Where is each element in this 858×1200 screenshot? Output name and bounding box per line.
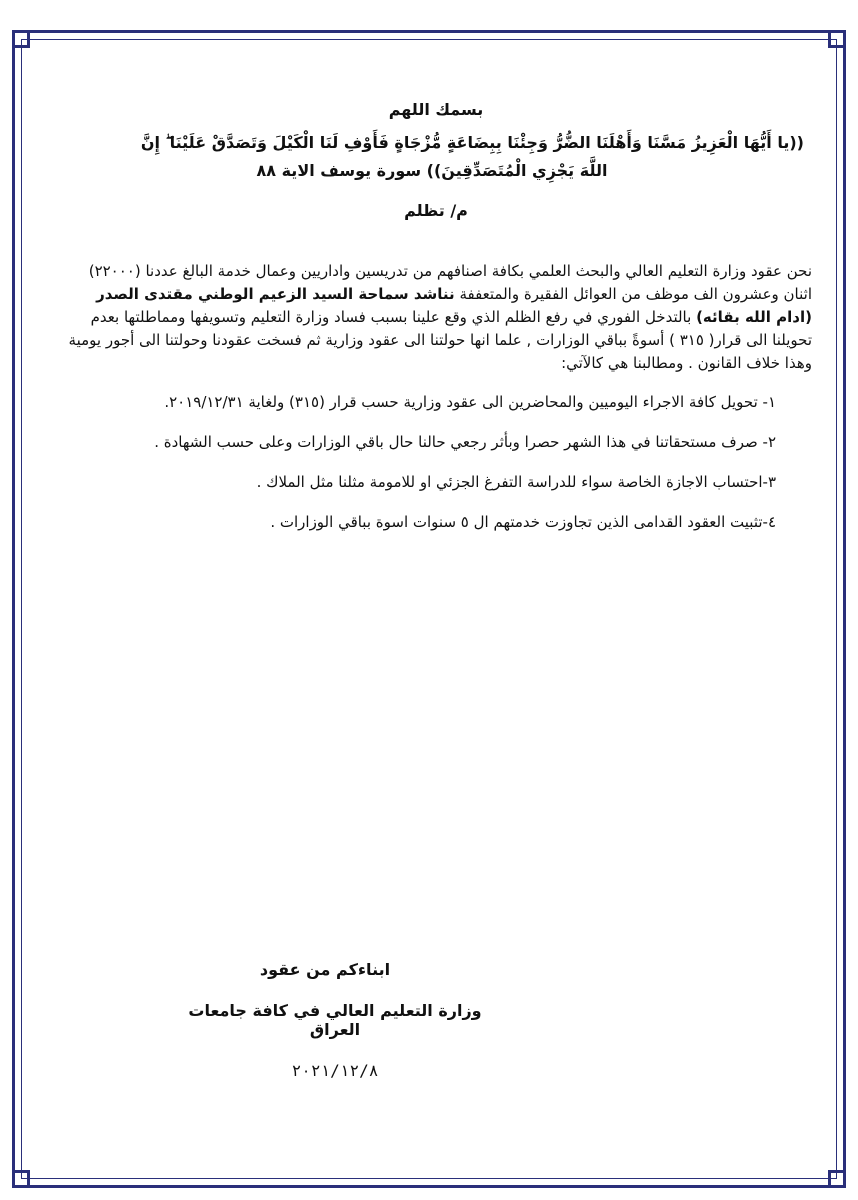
border-corner-ornament (12, 1170, 30, 1188)
basmala-heading: بسمك اللهم (388, 100, 484, 119)
demand-item-3: ٣-احتساب الاجازة الخاصة سواء للدراسة التفرغ الجزئي او للامومة مثلنا مثل الملاك . (256, 473, 776, 491)
border-corner-ornament (828, 30, 846, 48)
signature-block (90, 960, 490, 1080)
quran-verse-line-2: اللَّهَ يَجْزِي الْمُتَصَدِّقِينَ)) سورة يوسف الاية ٨٨ (256, 161, 608, 180)
intro-paragraph (60, 260, 812, 375)
letter-body (60, 92, 812, 535)
demand-item-2: ٢- صرف مستحقاتنا في هذا الشهر حصرا وبأثر رجعي حالنا حال باقي الوزارات وعلى حسب الشهادة . (154, 433, 776, 451)
border-corner-ornament (828, 1170, 846, 1188)
signature-organization: وزارة التعليم العالي في كافة جامعات العراق (188, 1001, 482, 1039)
signature-date: ٢٠٢١/١٢/٨ (291, 1061, 379, 1080)
quran-verse-line-1: ((يا أَيُّهَا الْعَزِيزُ مَسَّنَا وَأَهْلَنَا الضُّرُّ وَجِئْنَا بِبِضَاعَةٍ مُّزْجَاةٍ فَأَوْفِ لَنَا الْكَيْلَ وَتَصَدَّقْ عَلَيْنَا ۖ إِنَّ (140, 133, 804, 152)
border-corner-ornament (12, 30, 30, 48)
intro-appeal-bold: نناشد سماحة السيد الزعيم الوطني مقتدى الصدر (ادام الله بقائه) (96, 285, 812, 326)
letter-subject: م/ تظلم (404, 201, 468, 220)
demand-item-4: ٤-تثبيت العقود القدامى الذين تجاوزت خدمتهم ال ٥ سنوات اسوة بباقي الوزارات . (270, 513, 776, 531)
demand-item-1: ١- تحويل كافة الاجراء اليوميين والمحاضرين الى عقود وزارية حسب قرار (٣١٥) ولغاية ٢٠١٩/١٢/٣١. (164, 393, 776, 411)
signature-sender: ابناءكم من عقود (259, 960, 391, 979)
intro-text-part2: بالتدخل الفوري في رفع الظلم الذي وقع علينا بسبب فساد وزارة التعليم وتسويفها ومماطلتها بعدم تحويلنا الى قرار( ٣١٥ ) أسوةً بباقي الوزارات , علما انها حولتنا الى عقود وزارية ثم فسخت عقودنا وحولتنا الى أجور يومية وهذا خلاف القانون . ومطالبنا هي كالآتي: (68, 308, 812, 372)
intro-text-part1: نحن عقود وزارة التعليم العالي والبحث العلمي بكافة اصنافهم من تدريسين واداريين وعمال خدمة البالغ عددنا (٢٢٠٠٠) اثنان وعشرون الف موظف من العوائل الفقيرة والمتعففة (88, 262, 812, 303)
